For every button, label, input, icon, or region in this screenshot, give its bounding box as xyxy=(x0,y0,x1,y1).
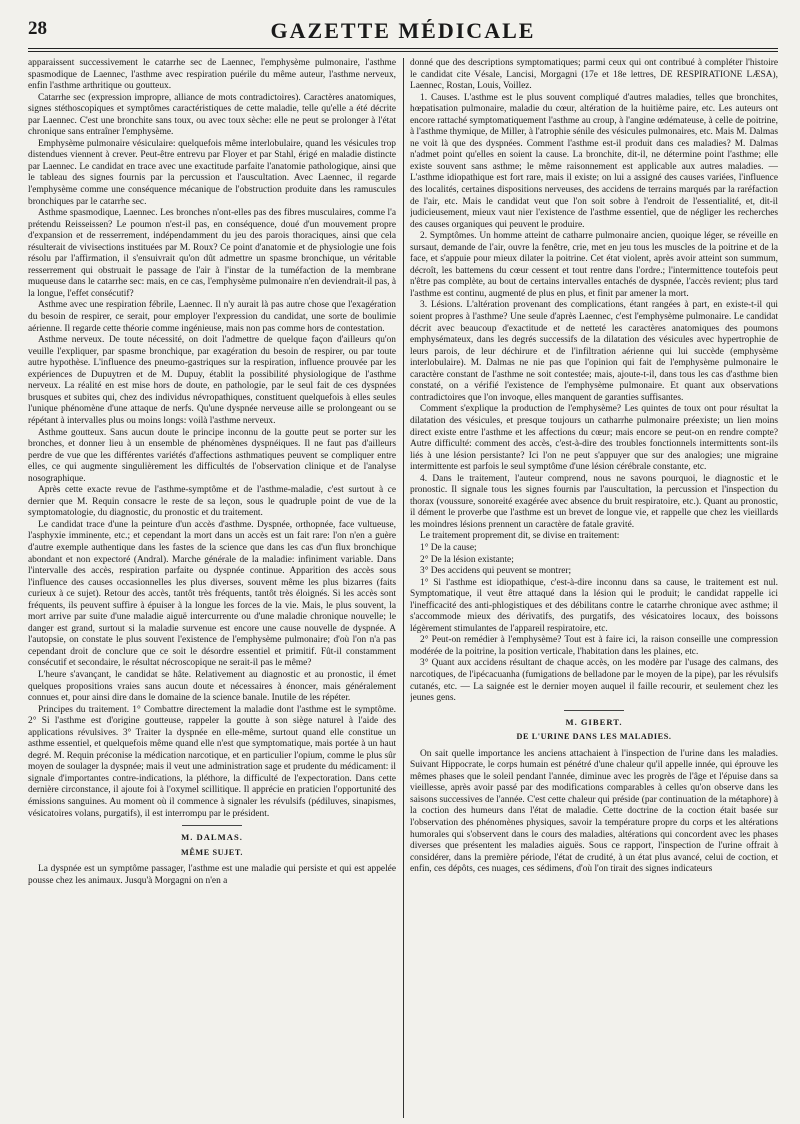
paragraph: Emphysème pulmonaire vésiculaire: quelquefois même interlobulaire, quand les vésicules trop distendues viennent à crever. Peut-être entrevu par Floyer et par Stahl, érigé en maladie distincte par Laennec. Le candidat en trace avec une exactitude parfaite l'anatomie pathologique, ainsi que le tableau des signes fournis par la percussion et l'auscultation. Avec Laennec, il regarde l'emphysème comme une conséquence mécanique de l'obstruction produite dans les ramuscules bronchiques par le catarrhe sec. xyxy=(28,138,396,207)
paragraph: 1° Si l'asthme est idiopathique, c'est-à-dire inconnu dans sa cause, le traitement est nul. Symptomatique, il veut être attaqué dans la lésion qui le produit; le candidat rappelle ici l'inefficacité des anti-phlogistiques et des débilitans contre le catarrhe chronique avec asthme; il s'accommode mieux des dérivatifs, des purgatifs, des vésicatoires locaux, des boissons légèrement stimulantes de l'appareil respiratoire, etc. xyxy=(410,577,778,634)
paragraph: On sait quelle importance les anciens attachaient à l'inspection de l'urine dans les maladies. Suivant Hippocrate, le corps humain est pénétré d'une chaleur qu'il appelle innée, qui éprouve les mêmes phases que le soleil pendant l'année, diminue avec les progrès de l'âge et l'épuise dans sa vieillesse, après avoir passé par des modifications comparables à celles qu'on observe dans les saisons successives de l'année. C'est cette chaleur qui préside (par continuation de la métaphore) à la coction des humeurs dans l'état de maladie. Cette doctrine de la coction était basée sur l'observation des phénomènes physiques, savoir la température propre du corps et les altérations humorales qui s'observent dans le cours des maladies, altérations qui concordent avec les phases diverses que présentent les maladies aiguës. Sous ce rapport, l'inspection de l'urine offrait à considérer, dans la première période, l'état de crudité, à un état plus avancé, celui de coction, et enfin, ces dépôts, ces nuages, ces sédimens, d'où l'on tirait des signes indicateurs xyxy=(410,748,778,875)
paragraph: Asthme nerveux. De toute nécessité, on doit l'admettre de quelque façon d'ailleurs qu'on veuille l'expliquer, par spasme bronchique, par exagération du besoin de respirer, ou par toute autre hypothèse. L'influence des pneumo-gastriques sur la respiration, influence prouvée par les expériences de Dupuytren et de M. Dupuy, établit la possibilité physiologique de l'asthme nerveux. La réalité en est mise hors de doute, en pathologie, par le seul fait de ces dyspnées brusques et subites qui, chez des individus névropathiques, constituent quelquefois à elles seules l'unique phénomène d'une attaque de nerfs. Qu'une dyspnée nerveuse aille se prolongeant ou se répétant à intervalles plus ou moins longs: voilà l'asthme nerveux. xyxy=(28,335,396,426)
paragraph: 1. Causes. L'asthme est le plus souvent compliqué d'autres maladies, telles que bronchites, hœpatisation pulmonaire, maladie du cœur, altération de la huitième paire, etc. Les auteurs ont encore rattaché symptomatiquement l'asthme au croup, à l'angine œdémateuse, à celle de poitrine, à l'asthme thymique, de Miller, à l'atrophie sénile des vésicules pulmonaires, etc. Mais M. Dalmas ne voit là que des dyspnées. Comment l'asthme est-il produit dans ces maladies? M. Dalmas n'admet point qu'elles en soient la cause. La bronchite, dit-il, ne détermine point l'asthme; elle existe souvent sans asthme; le même raisonnement est applicable aux autres maladies. — L'asthme idiopathique est fort rare, mais il existe; on lui a assigné des causes variées, l'influence des localités, certaines dispositions nerveuses, des accidens de terrains marqués par la raréfaction de l'air, etc. Mais le candidat veut que l'on soit sobre à l'endroit de l'essentialité, et, dit-il judicieusement, mieux vaut nier l'existence de l'asthme essentiel, que de négliger les recherches des causes organiques qui peuvent le produire. xyxy=(410,92,778,230)
list-item: 2° De la lésion existante; xyxy=(420,554,514,565)
subheading-meme-sujet: MÊME SUJET. xyxy=(181,847,243,857)
list-item: 1° De la cause; xyxy=(420,542,477,553)
masthead xyxy=(28,14,778,49)
paragraph: Asthme spasmodique, Laennec. Les bronches n'ont-elles pas des fibres musculaires, comme l'a prétendu Reisseissen? Le poumon n'est-il pas, en conséquence, doué d'un mouvement propre d'expansion et de resserrement, indépendamment du jeu des parois thoraciques, ainsi que cela résulterait de vivisections instituées par M. Roux? Ce point d'anatomie et de physiologie une fois résolu par l'affirmation, il s'ensuivrait qu'on dût admettre un spasme bronchique, un véritable resserrement qui obstruait le passage de l'air à l'instar de la tuméfaction de la membrane muqueuse dans le catarrhe sec: mais, en ce cas, l'emphysème pulmonaire n'en deviendrait-il pas, à la longue, l'effet consécutif? xyxy=(28,208,396,299)
paragraph: 3. Lésions. L'altération provenant des complications, étant rangées à part, en existe-t-il qui soient propres à l'asthme? Une seule d'après Laennec, c'est l'emphysème pulmonaire. Le candidat décrit avec beaucoup d'exactitude et de netteté les caractères anatomiques des poumons emphysémateux, dans les degrés successifs de la dilatation des vésicules avec hypertrophie de leurs parois, de leur déchirure et de l'infiltration aérienne qui lui succède (emphysème interlobulaire). M. Dalmas ne nie pas que l'opinion qui fait de l'emphysème pulmonaire le caractère constant de l'asthme ne soit contestée; mais, ajoute-t-il, dans tous les cas d'asthme bien constaté, on a vérifié l'existence de l'emphysème pulmonaire. Et quant aux observations contradictoires que l'on invoque, elles manquent de garanties suffisantes. xyxy=(410,300,778,403)
column-divider xyxy=(403,58,404,1118)
paragraph: 2° Peut-on remédier à l'emphysème? Tout est à faire ici, la raison conseille une compression modérée de la poitrine, la position verticale, l'habitation dans les plaines, etc. xyxy=(410,635,778,657)
paragraph: Le traitement proprement dit, se divise en traitement: xyxy=(420,531,620,542)
masthead-rule xyxy=(28,49,778,52)
paragraph: Asthme avec une respiration fébrile, Laennec. Il n'y aurait là pas autre chose que l'exagération du besoin de respirer, ce serait, pour employer l'expression du candidat, une sorte de boulimie aérienne. Il regarde cette théorie comme ingénieuse, mais non pas comme hors de contestation. xyxy=(28,300,396,334)
paragraph: Catarrhe sec (expression impropre, alliance de mots contradictoires). Caractères anatomiques, signes stéthoscopiques et symptômes caractéristiques de cette maladie, telle qu'elle a été décrite par Laennec. C'est une bronchite sans toux, ou avec toux sèche: elle ne peut se prolonger à l'état chronique sans entraîner l'emphysème. xyxy=(28,92,396,138)
section-heading-dalmas: M. DALMAS. xyxy=(181,832,243,843)
section-rule xyxy=(182,825,242,826)
left-column xyxy=(28,58,396,1118)
paragraph: donné que des descriptions symptomatiques; parmi ceux qui ont contribué à compléter l'histoire le candidat cite Vésale, Lancisi, Morgagni (17e et 18e lettres, DE RESPIRATIONE LÆSA), Laennec, Rostan, Louis, Voillez. xyxy=(410,58,778,92)
paragraph: Comment s'explique la production de l'emphysème? Les quintes de toux ont pour résultat la dilatation des vésicules, et presque toujours un catharrhe pulmonaire préexiste; un lien moins direct existe entre l'asthme et les affections du cœur; mais encore se peut-on en rendre compte? Autre difficulté: comment des accès, c'est-à-dire des troubles fonctionnels intermittents sont-ils liés à une lésion persistante? Ici l'on ne peut s'appuyer que sur des analogies; une migraine intermittente est parfois le seul symptôme d'une lésion cérébrale constante, etc. xyxy=(410,404,778,473)
paragraph: 3° Quant aux accidens résultant de chaque accès, on les modère par l'usage des calmans, des narcotiques, de l'ipécacuanha (fumigations de belladone par le moyen de la pipe), par les révulsifs cutanés, etc. — La saignée est le dernier moyen auquel il faille recourir, et seulement chez les jeunes gens. xyxy=(410,658,778,704)
paragraph: Asthme goutteux. Sans aucun doute le principe inconnu de la goutte peut se porter sur les bronches, et donner lieu à un ensemble de phénomènes dyspnéiques. Il ne faut pas d'ailleurs perdre de vue que les différentes variétés d'affections asthmatiques peuvent se compliquer entre elles, ce qui augmente singulièrement les difficultés de l'observation clinique et de l'analyse nosographique. xyxy=(28,427,396,484)
page-number: 28 xyxy=(28,18,47,39)
paragraph: Le candidat trace d'une la peinture d'un accès d'asthme. Dyspnée, orthopnée, face vultueuse, l'asphyxie imminente, etc.; et cependant la mort dans un accès est un fait rare: l'on n'en a guère d'autre exemple authentique dans les fastes de la science que dans les cas d'un flux bronchique abondant et non expectoré (Andral). Marche générale de la maladie: infiniment variable. Dans l'intervalle des accès, respiration parfaite ou dyspnée continue. Apparition des accès sous l'influence des causes occasionnelles les plus diverses, souvent même les plus bizarres (faits curieux à ce sujet). Retour des accès, tantôt très fréquents, tantôt très éloignés. Si les accès sont fréquents, ils peuvent suffire à épuiser à la longue les forces de la vie. Mais, le plus souvent, la mort arrive par suite d'une maladie aiguë intercurrente ou d'une maladie chronique nouvelle; le danger est grand, surtout si la maladie survenue est encore une cause nouvelle de dyspnée. A l'autopsie, on constate le plus souvent l'existence de l'emphysème pulmonaire; d'où l'on n'a pas cependant droit de conclure que ce soit le désordre essentiel et primitif. Fût-il constamment consécutif et secondaire, le résultat nécroscopique ne serait-il pas le même? xyxy=(28,519,396,669)
right-column xyxy=(410,58,778,1118)
paragraph: La dyspnée est un symptôme passager, l'asthme est une maladie qui persiste et qui est appelée pousse chez les animaux. Jusqu'à Morgagni on n'en a xyxy=(28,864,396,886)
section-heading-gibert: M. GIBERT. xyxy=(565,716,623,727)
article-columns xyxy=(28,58,778,1118)
paragraph: apparaissent successivement le catarrhe sec de Laennec, l'emphysème pulmonaire, l'asthme spasmodique de Laennec, l'asthme avec respiration puérile du même auteur, l'asthme nerveux, enfin l'asthme arthritique ou goutteux. xyxy=(28,58,396,92)
list-item: 3° Des accidens qui peuvent se montrer; xyxy=(420,566,572,577)
paragraph: 2. Symptômes. Un homme atteint de catharre pulmonaire ancien, quoique léger, se réveille en sursaut, demande de l'air, ouvre la fenêtre, crie, met en jeu tous les muscles de la poitrine et de la face, et s'appuie pour mieux dilater la poitrine. Cet état violent, après avoir atteint son summum, décroît, les battemens du cœur cessent et tout rentre dans l'ordre.; l'intermittence toutefois peut n'être pas complète, au bout de certains intervalles entachés de dyspnée, l'accès revient; plus tard l'asthme est continu, augmenté de plus en plus, et finit par amener la mort. xyxy=(410,231,778,299)
paragraph: Après cette exacte revue de l'asthme-symptôme et de l'asthme-maladie, c'est surtout à ce dernier que M. Requin consacre le reste de sa leçon, sous le quadruple point de vue de la symptomatologie, du diagnostic, du pronostic et du traitement. xyxy=(28,485,396,519)
paragraph: Principes du traitement. 1° Combattre directement la maladie dont l'asthme est le symptôme. 2° Si l'asthme est d'origine goutteuse, rappeler la goutte à son siège naturel à l'aide des applications révulsives. 3° Traiter la dyspnée en elle-même, surtout quand elle constitue un asthme essentiel, et quelquefois même quand elle n'est que symptomatique, mais portée à un haut degré. M. Requin préconise la médication narcotique, et en particulier l'opium, comme le plus sûr moyen de soulager la dyspnée; mais il veut une administration sage et prudente du médicament: il signale d'importantes contre-indications, la pléthore, la difficulté de l'expectoration. Dans cette dernière circonstance, il ajoute foi à l'oxymel scillitique. Il apprécie en praticien l'opportunité des émissions sanguines. Au moment où il commence à signaler les révulsifs (pédiluves, sinapismes, vésicatoires volans, purgatifs), il est interrompu par le président. xyxy=(28,704,396,819)
section-rule xyxy=(564,710,624,711)
subheading-urine: DE L'URINE DANS LES MALADIES. xyxy=(516,732,672,742)
paragraph: L'heure s'avançant, le candidat se hâte. Relativement au diagnostic et au pronostic, il émet quelques propositions vraies sans aucun doute et nécessaires à énoncer, mais généralement connues et, pour ainsi dire dans le domaine de la science banale. Inutile de les répéter. xyxy=(28,669,396,704)
journal-title: GAZETTE MÉDICALE xyxy=(270,18,536,43)
paragraph: 4. Dans le traitement, l'auteur comprend, nous ne savons pourquoi, le diagnostic et le pronostic. Il signale tous les signes fournis par l'auscultation, la percussion et l'inspection du thorax (voussure, sonoreité exagérée avec absence du bruit respiratoire, etc.). Quant au pronostic, il dément le proverbe que l'asthme est un brevet de longue vie, et rappelle que chez les vieillards les moindres lésions prennent un caractère de fatale gravité. xyxy=(410,473,778,530)
